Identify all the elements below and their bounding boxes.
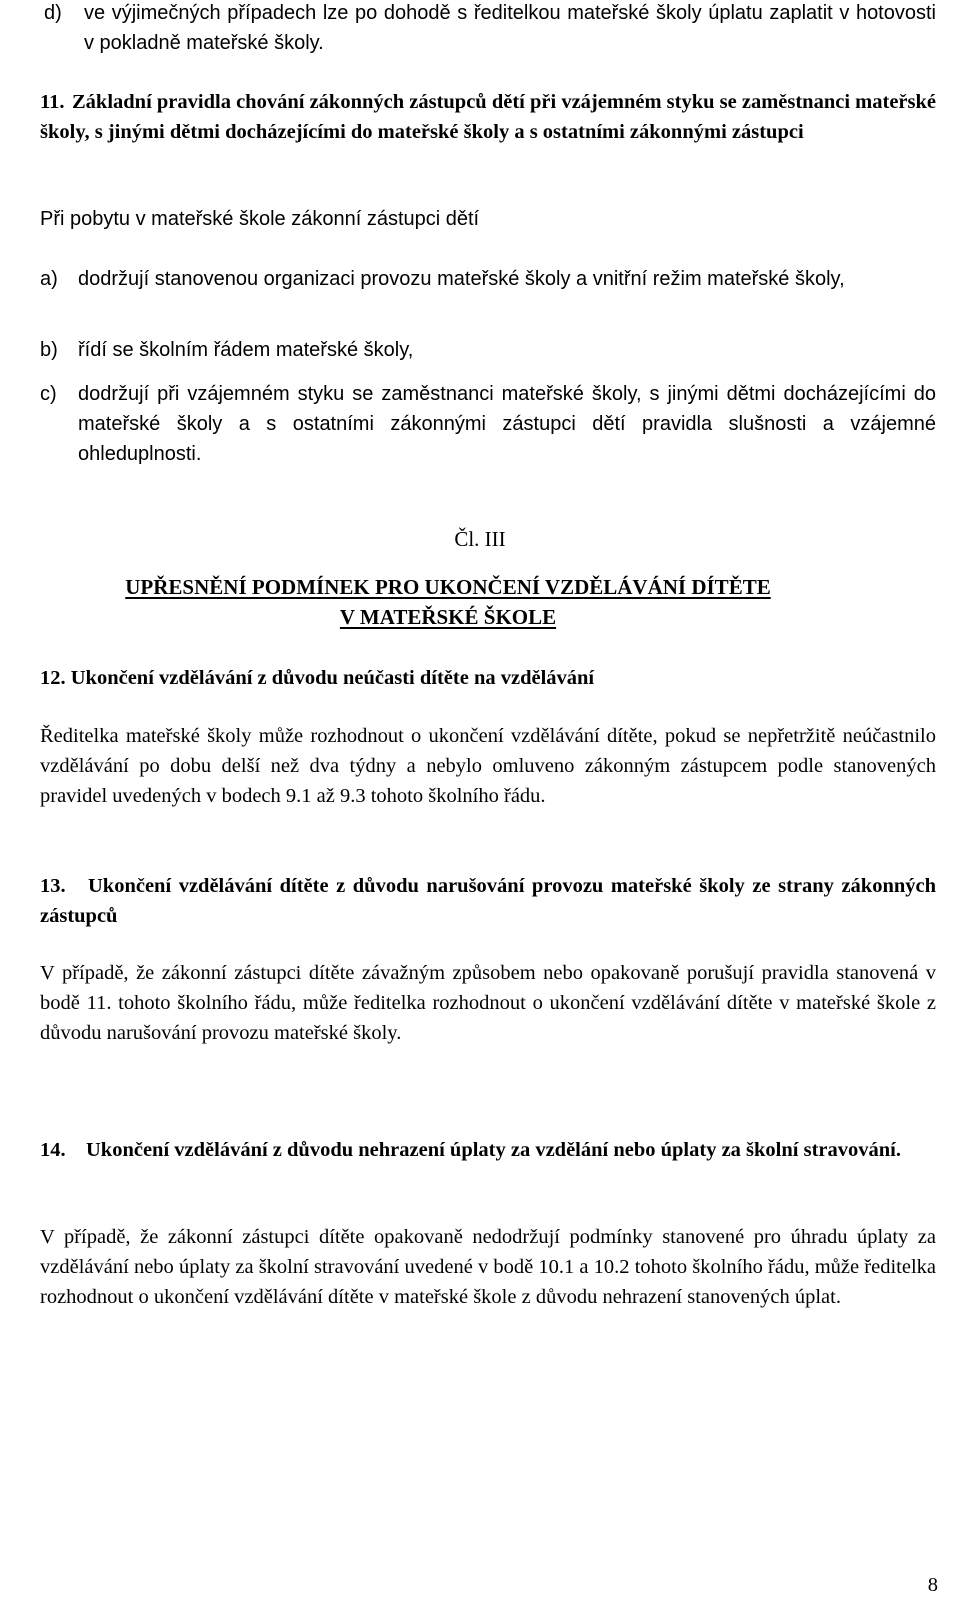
list-item-a bbox=[40, 264, 936, 294]
page-number: 8 bbox=[927, 1574, 938, 1596]
list-item-text: dodržují při vzájemném styku se zaměstnanci mateřské školy, s jinými dětmi docházejícími do mateřské školy a s ostatními zákonnými zástupci dětí pravidla slušnosti a vzájemné ohleduplnosti. bbox=[78, 383, 936, 465]
list-item-text: ve výjimečných případech lze po dohodě s ředitelkou mateřské školy úplatu zaplatit v hotovosti v pokladně mateřské školy. bbox=[84, 2, 936, 54]
section-number: 11. bbox=[40, 91, 65, 113]
list-marker: c) bbox=[40, 383, 57, 405]
section-number: 12. bbox=[40, 667, 66, 689]
article-title-line-1: UPŘESNĚNÍ PODMÍNEK PRO UKONČENÍ VZDĚLÁVÁNÍ DÍTĚTE bbox=[125, 575, 771, 599]
list-item-text: řídí se školním řádem mateřské školy, bbox=[78, 339, 414, 361]
list-item-c bbox=[40, 379, 936, 469]
section-11-intro: Při pobytu v mateřské škole zákonní zástupci dětí bbox=[40, 208, 480, 230]
article-title-line-2: V MATEŘSKÉ ŠKOLE bbox=[339, 605, 557, 629]
section-11-heading bbox=[40, 87, 936, 147]
section-heading-text: Ukončení vzdělávání dítěte z důvodu narušování provozu mateřské školy ze strany zákonných zástupců bbox=[40, 875, 936, 927]
list-marker: a) bbox=[40, 268, 58, 290]
list-marker: b) bbox=[40, 339, 58, 361]
section-13-heading bbox=[40, 871, 936, 931]
section-heading-text: Základní pravidla chování zákonných zástupců dětí při vzájemném styku se zaměstnanci mateřské školy, s jinými dětmi docházejícími do mateřské školy a s ostatními zákonnými zástupci bbox=[40, 91, 936, 143]
section-13-body: V případě, že zákonní zástupci dítěte závažným způsobem nebo opakovaně porušují pravidla stanovená v bodě 11. tohoto školního řádu, může ředitelka rozhodnout o ukončení vzdělávání dítěte v mateřské škole z důvodu narušování provozu mateřské školy. bbox=[40, 962, 936, 1044]
section-number: 14. bbox=[40, 1139, 66, 1161]
list-marker: d) bbox=[44, 2, 62, 24]
list-item-d bbox=[44, 0, 936, 58]
section-14-body: V případě, že zákonní zástupci dítěte opakovaně nedodržují podmínky stanovené pro úhradu úplaty za vzdělávání nebo úplaty za školní stravování uvedené v bodě 10.1 a 10.2 tohoto školního řádu, může ředitelka rozhodnout o ukončení vzdělávání dítěte v mateřské škole z důvodu nehrazení stanovených úplat. bbox=[40, 1226, 936, 1308]
list-item-b bbox=[40, 335, 936, 365]
section-heading-text: Ukončení vzdělávání z důvodu nehrazení úplaty za vzdělání nebo úplaty za školní stravování. bbox=[86, 1139, 901, 1161]
section-14-heading bbox=[40, 1135, 936, 1165]
section-heading-text: Ukončení vzdělávání z důvodu neúčasti dítěte na vzdělávání bbox=[70, 667, 595, 689]
article-label: Čl. III bbox=[454, 527, 506, 551]
list-item-text: dodržují stanovenou organizaci provozu mateřské školy a vnitřní režim mateřské školy, bbox=[78, 268, 845, 290]
section-12-body: Ředitelka mateřské školy může rozhodnout o ukončení vzdělávání dítěte, pokud se nepřetržitě neúčastnilo vzdělávání po dobu delší než dva týdny a nebylo omluveno zákonným zástupcem podle stanovených pravidel uvedených v bodech 9.1 až 9.3 tohoto školního řádu. bbox=[40, 725, 936, 807]
section-number: 13. bbox=[40, 875, 66, 897]
section-12-heading bbox=[40, 663, 936, 693]
